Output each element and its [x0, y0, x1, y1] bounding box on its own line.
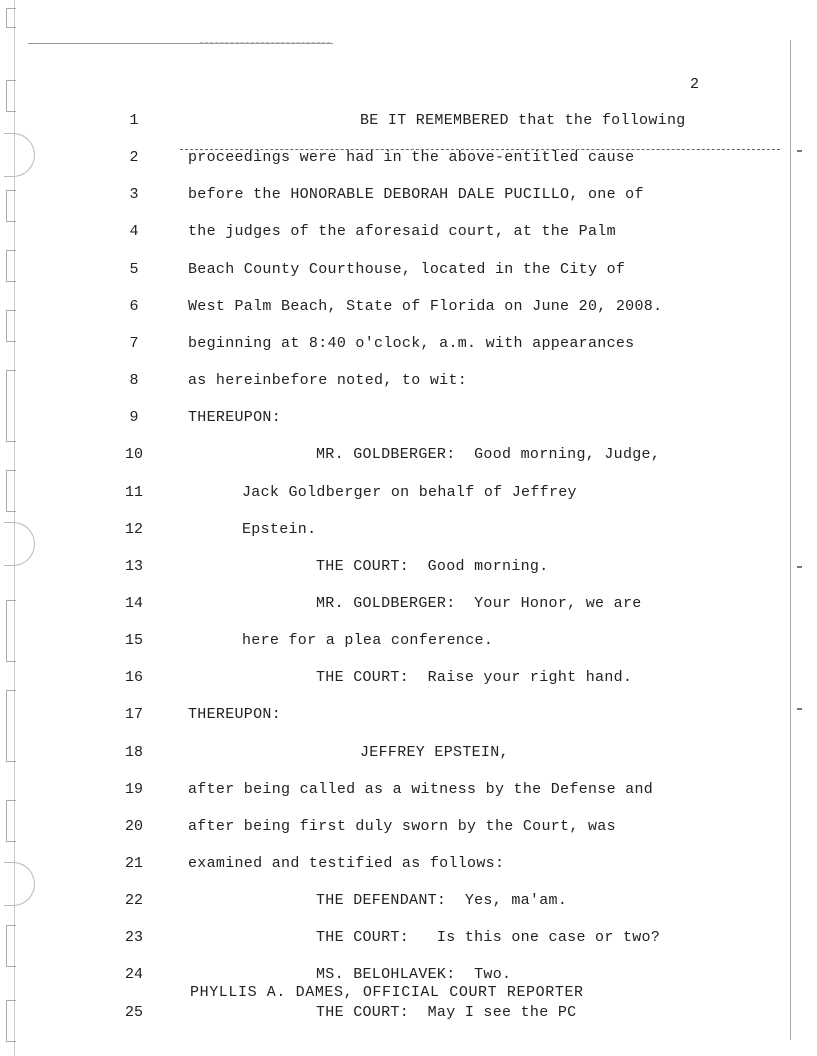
line-number: 5: [129, 260, 139, 278]
line-text: examined and testified as follows:: [188, 855, 505, 872]
line-number: 13: [124, 557, 143, 575]
line-number: 23: [124, 929, 143, 947]
transcript-line: [0, 261, 817, 281]
scan-artifact-bracket: [6, 8, 16, 28]
line-number: 10: [124, 446, 143, 464]
line-text: here for a plea conference.: [242, 632, 494, 650]
line-number: 19: [124, 780, 143, 798]
line-number: 17: [124, 706, 143, 724]
line-text: after being called as a witness by the Defense and: [188, 780, 654, 798]
transcript-line: [0, 186, 817, 206]
line-number: 1: [129, 112, 139, 129]
line-number: 14: [124, 594, 143, 612]
line-text: THEREUPON:: [188, 409, 282, 427]
transcript-line: [0, 558, 817, 578]
line-text: BE IT REMEMBERED that the following: [360, 112, 686, 129]
line-number: 24: [124, 966, 143, 984]
line-number: 16: [124, 669, 143, 687]
transcript-line: [0, 632, 817, 652]
transcript-line: [0, 855, 817, 875]
line-number: 11: [124, 483, 143, 501]
transcript-line: [0, 484, 817, 504]
line-number: 20: [124, 817, 143, 835]
transcript-line: [0, 818, 817, 838]
transcript-line: [0, 781, 817, 801]
line-text: MS. BELOHLAVEK: Two.: [316, 966, 512, 984]
scan-artifact-line: [28, 43, 333, 44]
line-number: 2: [129, 149, 139, 167]
transcript-line: [0, 298, 817, 318]
transcript-line: [0, 1004, 817, 1024]
line-text: West Palm Beach, State of Florida on June 20, 2008.: [188, 297, 663, 315]
line-number: 18: [124, 743, 143, 761]
line-text: THE COURT: Is this one case or two?: [316, 929, 661, 947]
line-text: beginning at 8:40 o'clock, a.m. with appearances: [188, 334, 635, 352]
line-number: 4: [129, 223, 139, 241]
line-text: proceedings were had in the above-entitled cause: [188, 149, 635, 167]
transcript-line: [0, 669, 817, 689]
line-text: THEREUPON:: [188, 706, 282, 724]
transcript-line: [0, 892, 817, 912]
transcript-line: [0, 929, 817, 949]
transcript-line: [0, 335, 817, 355]
line-number: 25: [124, 1003, 143, 1021]
page-number: 2: [690, 76, 700, 93]
line-number: 12: [124, 520, 143, 538]
transcript-line: [0, 112, 817, 132]
line-text: MR. GOLDBERGER: Good morning, Judge,: [316, 446, 661, 464]
line-text: MR. GOLDBERGER: Your Honor, we are: [316, 594, 642, 612]
line-number: 21: [124, 855, 143, 872]
transcript-line: [0, 409, 817, 429]
line-text: JEFFREY EPSTEIN,: [360, 743, 509, 761]
transcript-line: [0, 595, 817, 615]
transcript-line: [0, 521, 817, 541]
line-text: Jack Goldberger on behalf of Jeffrey: [242, 483, 577, 501]
line-number: 6: [129, 297, 139, 315]
line-text: as hereinbefore noted, to wit:: [188, 372, 468, 390]
line-number: 8: [129, 372, 139, 390]
line-number: 22: [124, 892, 143, 910]
line-text: THE COURT: May I see the PC: [316, 1003, 577, 1021]
line-number: 3: [129, 186, 139, 204]
line-text: the judges of the aforesaid court, at the Palm: [188, 223, 616, 241]
line-text: before the HONORABLE DEBORAH DALE PUCILLO, one of: [188, 186, 644, 204]
line-number: 15: [124, 632, 143, 650]
line-text: Epstein.: [242, 520, 317, 538]
line-text: Beach County Courthouse, located in the City of: [188, 260, 626, 278]
scan-artifact-bracket: [6, 80, 16, 112]
transcript-line: [0, 744, 817, 764]
footer-reporter: PHYLLIS A. DAMES, OFFICIAL COURT REPORTER: [190, 984, 584, 1001]
line-number: 7: [129, 334, 139, 352]
transcript-line: [0, 223, 817, 243]
scan-artifact-line: [200, 42, 330, 43]
line-number: 9: [129, 409, 139, 427]
transcript-line: [0, 446, 817, 466]
line-text: THE COURT: Good morning.: [316, 557, 549, 575]
line-text: THE COURT: Raise your right hand.: [316, 669, 633, 687]
line-text: THE DEFENDANT: Yes, ma'am.: [316, 892, 568, 910]
transcript-line: [0, 706, 817, 726]
line-text: after being first duly sworn by the Court, was: [188, 817, 616, 835]
transcript-line: [0, 149, 817, 169]
transcript-line: [0, 372, 817, 392]
